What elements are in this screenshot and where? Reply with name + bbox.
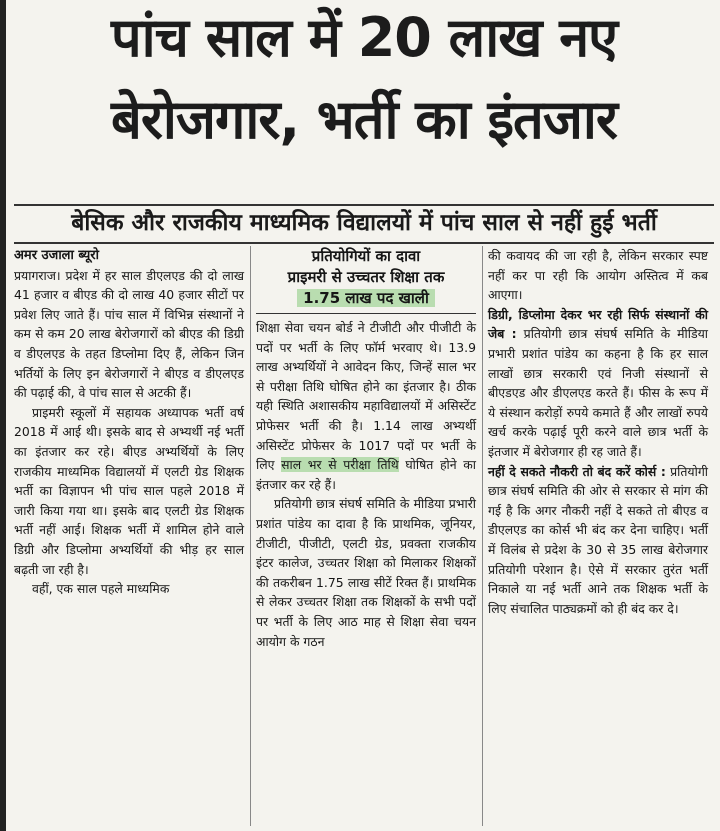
col2-paragraph-1 bbox=[256, 318, 476, 494]
col3-paragraph-2 bbox=[488, 462, 708, 619]
claim-box bbox=[256, 246, 476, 314]
sub-rule bbox=[14, 242, 714, 244]
col1-paragraph-2: प्राइमरी स्कूलों में सहायक अध्यापक भर्ती वर्ष 2018 में आई थी। इसके बाद से अभ्यर्थी नई भर्ती का इंतजार कर रहे। बीएड अभ्यर्थियों के लिए राजकीय माध्यमिक विद्यालयों में एलटी ग्रेड शिक्षक भर्ती का विज्ञापन भी पांच साल पहले 2018 में जारी किया गया था। इसके बाद एलटी ग्रेड शिक्षक भर्ती नहीं आई। शिक्षक भर्ती में शामिल होने वाले डिग्री और डिप्लोमा अभ्यर्थियों की भीड़ हर साल बढ़ती जा रही है। bbox=[14, 404, 244, 577]
col2-paragraph-1a: शिक्षा सेवा चयन बोर्ड ने टीजीटी और पीजीटी के पदों पर भर्ती के लिए फॉर्म भरवाए थे। 13.9 लाख अभ्यर्थियों ने आवेदन किए, जिन्हें साल भर से परीक्षा तिथि घोषित होने का इंतजार है। ठीक यही स्थिति अशासकीय महाविद्यालयों में असिस्टेंट प्रोफेसर भर्ती की है। 1.14 लाख अभ्यर्थी असिस्टेंट प्रोफेसर के 1017 पदों पर भर्ती के लिए bbox=[256, 320, 476, 473]
column-2 bbox=[256, 246, 476, 651]
col3-paragraph-1 bbox=[488, 305, 708, 462]
claim-box-line-1: प्रतियोगियों का दावा bbox=[311, 247, 421, 265]
col2-paragraph-1b: घोषित होने का इंतजार कर रहे हैं। bbox=[256, 457, 476, 492]
headline bbox=[14, 6, 714, 152]
col2-paragraph-2: प्रतियोगी छात्र संघर्ष समिति के मीडिया प्रभारी प्रशांत पांडेय का दावा है कि प्राथमिक, जूनियर, टीजीटी, पीजीटी, एलटी ग्रेड, प्रवक्ता राजकीय इंटर कालेज, उच्चतर शिक्षा को मिलाकर शिक्षकों की तकरीबन 1.75 लाख सीटें रिक्त हैं। प्राथमिक से लेकर उच्चतर शिक्षा तक शिक्षकों के सभी पदों पर भर्ती के लिए आठ माह से शिक्षा सेवा चयन आयोग के गठन bbox=[256, 496, 476, 649]
byline: अमर उजाला ब्यूरो bbox=[14, 248, 99, 263]
col3-paragraph-0: की कवायद की जा रही है, लेकिन सरकार स्पष्ट नहीं कर पा रही कि आयोग अस्तित्व में कब आएगा। bbox=[488, 248, 708, 303]
column-divider-2 bbox=[482, 246, 483, 826]
col1-paragraph-3: वहीं, एक साल पहले माध्यमिक bbox=[32, 581, 170, 597]
column-1 bbox=[14, 246, 244, 599]
subheadline: बेसिक और राजकीय माध्यमिक विद्यालयों में पांच साल से नहीं हुई भर्ती bbox=[71, 210, 657, 236]
top-rule bbox=[14, 204, 714, 206]
col3-paragraph-2-text: प्रतियोगी छात्र संघर्ष समिति की ओर से सरकार से मांग की गई है कि अगर नौकरी नहीं दे सकते तो बीएड व डीएलएड का कोर्स भी बंद कर देना चाहिए। भर्ती में विलंब से प्रदेश के 30 से 35 लाख बेरोजगार प्रतियोगी परेशान है। ऐसे में सरकार तुरंत भर्ती निकाले या नई भर्ती आने तक शिक्षक भर्ती के लिए संचालित पाठ्यक्रमों को ही बंद कर दे। bbox=[488, 463, 709, 616]
col3-subheading-2: नहीं दे सकते नौकरी तो बंद करें कोर्स : bbox=[488, 463, 666, 479]
col3-subheading-1: डिग्री, डिप्लोमा देकर भर रही सिर्फ संस्थानों की जेब : bbox=[488, 306, 708, 342]
claim-box-line-3: 1.75 लाख पद खाली bbox=[297, 289, 435, 307]
col2-highlight: साल भर से परीक्षा तिथि bbox=[281, 457, 399, 473]
claim-box-line-2: प्राइमरी से उच्चतर शिक्षा तक bbox=[287, 268, 445, 286]
column-divider-1 bbox=[250, 246, 251, 826]
column-3 bbox=[488, 246, 708, 618]
col1-paragraph-1: प्रयागराज। प्रदेश में हर साल डीएलएड की दो लाख 41 हजार व बीएड की दो लाख 40 हजार सीटों पर प्रवेश लिए जाते हैं। पांच साल में विभिन्न संस्थानों ने कम से कम 20 लाख बेरोजगारों को बीएड की डिग्री व डीएलएड के तहत डिप्लोमा दिए हैं, लेकिन जिन भर्तियों के लिए इन बेरोजगारों ने बीएड व डीएलएड की पढ़ाई की, वे पांच साल से अटकी हैं। bbox=[14, 267, 244, 401]
headline-line-2: बेरोजगार, भर्ती का इंतजार bbox=[111, 88, 617, 151]
headline-line-1: पांच साल में 20 लाख नए bbox=[110, 6, 618, 69]
col3-paragraph-1-text: प्रतियोगी छात्र संघर्ष समिति के मीडिया प्रभारी प्रशांत पांडेय का कहना है कि हर साल लाखों छात्र सरकारी एवं निजी संस्थानों से बीएडएड और डीएलएड करते हैं। फीस के रूप में ये संस्थान करोड़ों रुपये कमाते हैं और लाखों रुपये खर्च करके पढ़ाई पूरी करने वाले छात्र भर्ती के इंतजार में बेरोजगार ही रह जाते हैं। bbox=[488, 326, 708, 459]
